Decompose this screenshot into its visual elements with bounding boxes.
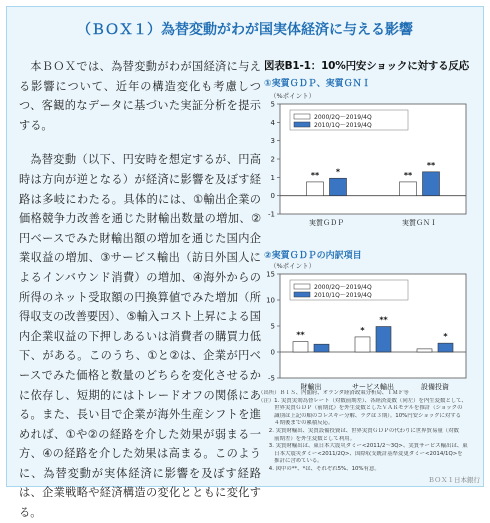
figure-notes [258,390,486,474]
significance-mark: ** [310,170,320,180]
bar-period1 [355,337,370,352]
x-category-label: 財輸出 [300,383,322,391]
y-tick-label: 0 [270,348,275,357]
note-line: 世界実質ＧＤＰ（前期比）を外生変数としたＶＡＲモデルを推計（ショックの [258,405,463,412]
body-text [19,57,261,523]
y-tick-label: 10 [266,296,275,305]
note-line: 推計に含めている。 [258,458,323,465]
significance-mark: * [360,325,365,335]
bar-period2 [376,327,391,352]
significance-mark: * [443,332,448,342]
note-line: 前期差）を外生変数として利用。 [258,435,356,442]
bar-period1 [417,349,432,352]
bar-period1 [293,342,308,352]
legend-label: 2000/2Q～2019/4Q [314,284,372,291]
legend-label: 2000/2Q～2019/4Q [314,114,372,121]
box-title: （ＢＯＸ１）為替変動がわが国実体経済に与える影響 [77,22,413,38]
x-category-label: 設備投資 [421,383,449,391]
legend-swatch [294,114,310,119]
legend-label: 2010/1Q～2019/4Q [314,122,372,129]
y-tick-label: 1 [270,173,275,182]
significance-mark: ** [379,315,388,325]
significance-mark: ** [403,170,413,180]
significance-mark: * [335,167,341,177]
paragraph-2: 為替変動（以下、円安時を想定するが、円高時は方向が逆となる）が経済に影響を及ぼす経路は多岐にわたる。具体的には、①輸出企業の価格競争力改善を通じた財輸出数量の増加、②円ベースでみた財輸出額の増加を通じた国内企業収益の増加、③サービス輸出（訪日外国人によるインバウンド消費）の増加、④海外からの所得のネット受取額の円換算値でみた増加（所得収支の改善要因）、⑤輸入コスト上昇による国内企業収益の下押しあるいは消費者の購買力低下、がある。このうち、①と②は、企業が円ベースでみた価格と数量のどちらを変化させるかに依存し、短期的にはトレードオフの関係にある。また、長い目で企業が海外生産シフトを進めれば、①や②の経路を介した効果が弱まる一方、④の経路を介した効果は高まる。このように、為替変動が実体経済に影響を及ぼす経路は、企業戦略や経済構造の変化とともに変化する。 [19,153,261,520]
chart-gdp-gni [258,88,482,238]
y-tick-label: 15 [266,270,275,279]
significance-mark: ** [296,330,305,340]
note-line: ４期後までの累積反応。 [258,420,334,427]
legend-swatch [294,122,310,127]
chart-gdp-components [258,260,482,400]
significance-mark: ** [426,160,436,170]
y-tick-label: 3 [270,137,275,146]
legend-swatch [294,284,310,289]
x-category-label: サービス輸出 [352,383,394,391]
note-line: 3. 実質財輸出は、東日本大震災ダミー<2011/2～3Q>、実質サービス輸出は、東 [258,443,468,450]
x-category-label: 実質ＧＤＰ [309,219,344,227]
bar-period2 [330,178,347,195]
note-line: 4. 図中の**、*は、それぞれ5%、10%有意。 [258,465,380,472]
note-line: 識別は上記の順のコレスキー分解、ラグは３期）。10%円安ショックに対する [258,412,462,419]
y-tick-label: 0 [270,192,275,201]
watermark: ＢＯＸ１日本銀行 [428,476,480,484]
paragraph-1: 本ＢＯＸでは、為替変動がわが国経済に与える影響について、近年の構造変化も考慮しつつ、客観的なデータに基づいた実証分析を提示する。 [19,60,261,132]
y-tick-label: 4 [270,118,275,127]
bar-period2 [314,344,329,352]
bar-period1 [400,182,417,196]
note-line: 日本大震災ダミー<2011/2Q>、国際収支統計基準変更ダミー<2014/1Q>を [258,450,463,457]
y-unit-label: （%ポイント） [270,262,316,270]
bar-period1 [307,182,324,196]
y-tick-label: 2 [270,155,275,164]
note-line: 2. 実質財輸出、実質設備投資は、世界実質ＧＤＰの代わりに世界貿易量（対数 [258,427,459,434]
panel2-title: ②実質ＧＤＰの内訳項目 [264,251,362,261]
note-line: （出所）ＢＩＳ、内閣府、オランダ経済政策分析局、ＩＭＦ等 [258,390,409,396]
bar-period2 [423,172,440,196]
y-tick-label: -1 [268,210,275,219]
y-tick-label: -5 [268,374,275,383]
legend-label: 2010/1Q～2019/4Q [314,292,372,299]
figure-title: 図表B1-1：10%円安ショックに対する反応 [264,60,469,72]
note-line: （注）1. 実質実効為替レート（対数前期差）、各経済変数（同左）を内生変数として、 [258,397,467,404]
y-tick-label: 5 [270,322,275,331]
y-tick-label: 5 [270,100,275,109]
y-unit-label: （%ポイント） [270,92,316,100]
x-category-label: 実質ＧＮＩ [402,219,437,227]
legend-swatch [294,292,310,297]
bar-period2 [438,343,453,352]
panel1-title: ①実質ＧＤＰ、実質ＧＮＩ [264,79,371,89]
